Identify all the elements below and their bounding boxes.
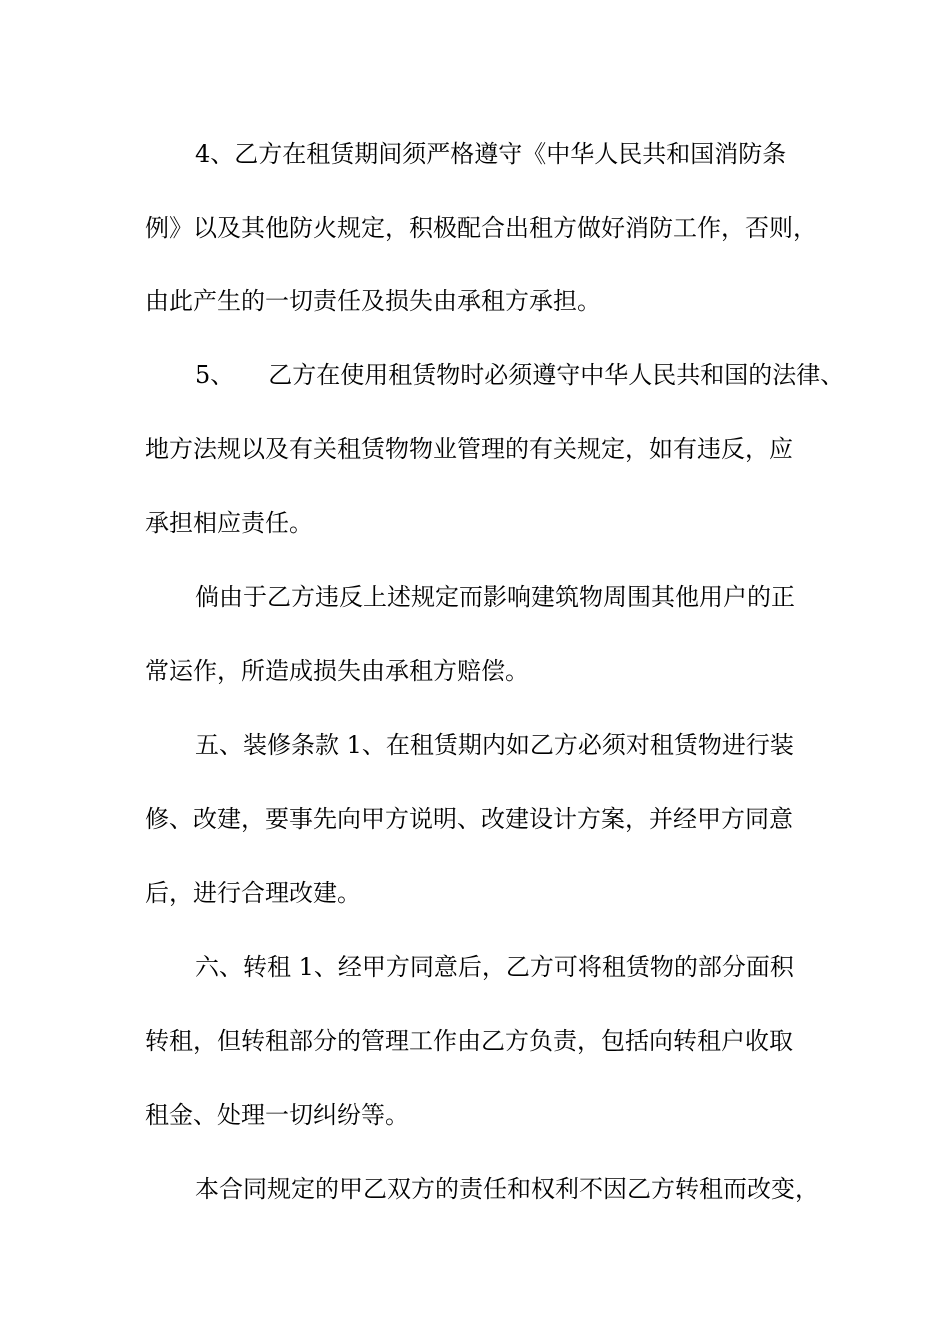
paragraph-4-line-3: 由此产生的一切责任及损失由承租方承担。 [145, 287, 601, 315]
section-renovation-line-3: 后，进行合理改建。 [145, 879, 361, 907]
paragraph-5-line-2: 地方法规以及有关租赁物物业管理的有关规定，如有违反，应 [145, 435, 793, 463]
paragraph-compensation-line-1: 倘由于乙方违反上述规定而影响建筑物周围其他用户的正 [195, 583, 795, 611]
clause-number-5: 5、 [195, 361, 235, 389]
section-sublease-line-3: 租金、处理一切纠纷等。 [145, 1101, 409, 1129]
section-sublease-line-1: 六、转租 1、经甲方同意后，乙方可将租赁物的部分面积 [195, 953, 794, 981]
section-sublease-line-2: 转租，但转租部分的管理工作由乙方负责，包括向转租户收取 [145, 1027, 793, 1055]
clause-5-text: 乙方在使用租赁物时必须遵守中华人民共和国的法律、 [268, 361, 845, 389]
paragraph-5-line-3: 承担相应责任。 [145, 509, 313, 537]
paragraph-5-line-1 [0, 355, 950, 395]
paragraph-contract-line-1: 本合同规定的甲乙双方的责任和权利不因乙方转租而改变， [195, 1175, 819, 1203]
paragraph-4-line-1: 4、乙方在租赁期间须严格遵守《中华人民共和国消防条 [195, 140, 787, 168]
paragraph-compensation-line-2: 常运作，所造成损失由承租方赔偿。 [145, 657, 529, 685]
section-renovation-line-1: 五、装修条款 1、在租赁期内如乙方必须对租赁物进行装 [195, 731, 794, 759]
paragraph-4-line-2: 例》以及其他防火规定，积极配合出租方做好消防工作，否则， [145, 214, 817, 242]
section-renovation-line-2: 修、改建，要事先向甲方说明、改建设计方案，并经甲方同意 [145, 805, 793, 833]
